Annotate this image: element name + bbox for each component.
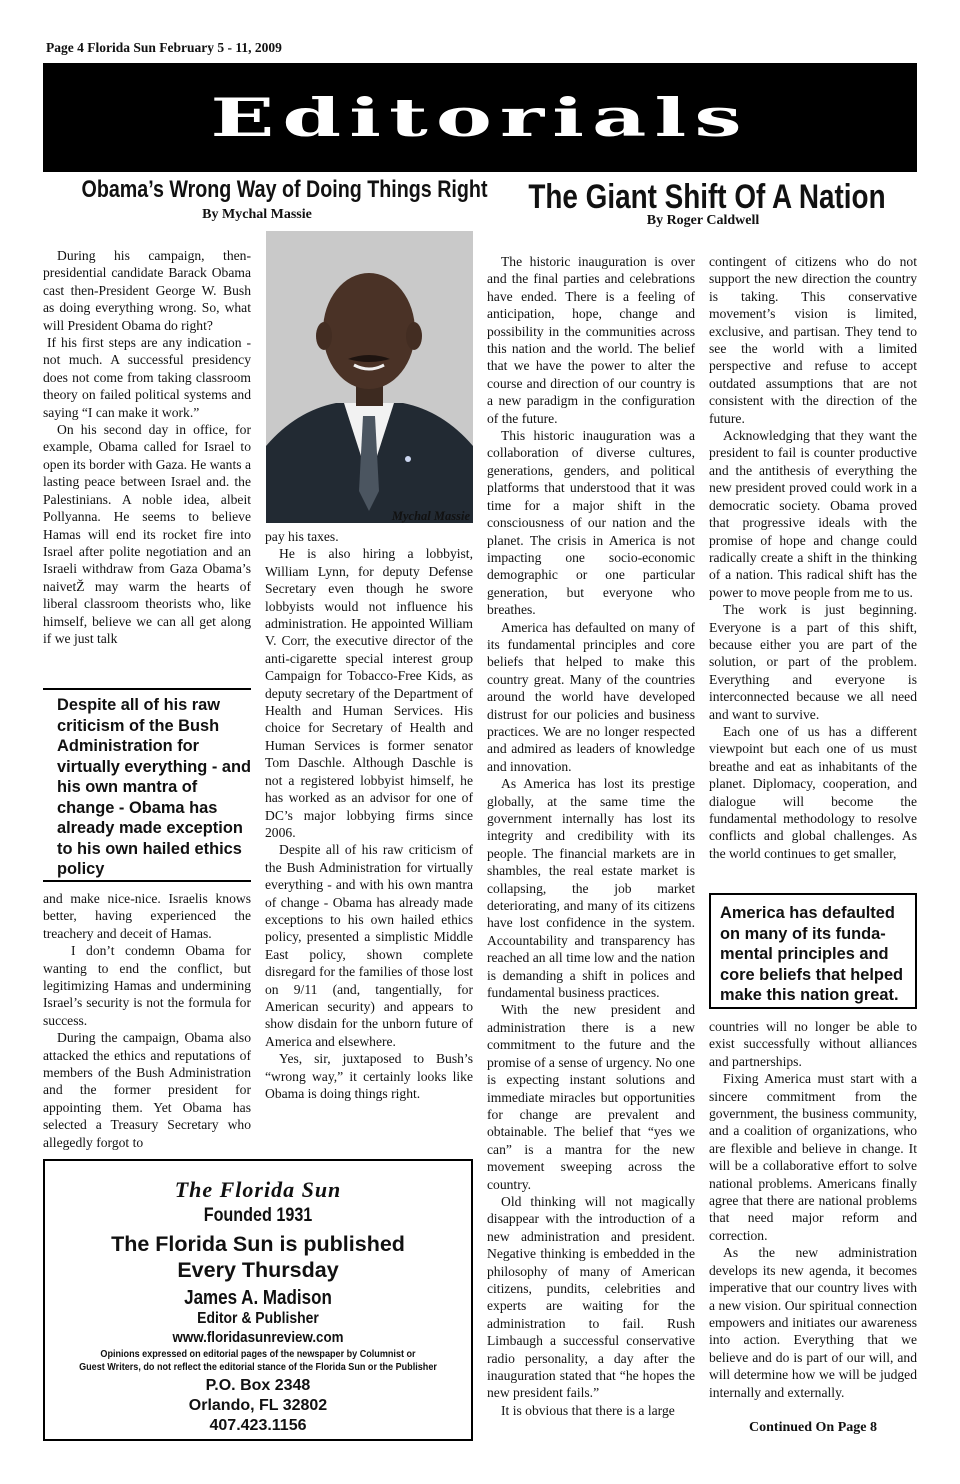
paragraph: countries will no longer be able to exist successfully without alliances and partnerships. — [709, 1019, 917, 1069]
portrait-image — [266, 231, 473, 523]
masthead-editor-title: Editor & Publisher — [197, 1310, 319, 1327]
paragraph: Old thinking will not magically disappear with the introduction of a new administration and president. Negative thinking is embedded in the philosophy of many of American citizens, pundits, celebrities and experts are waiting for the administration to fail. Rush Limbaugh a successful conservative radio personality, a day after the inauguration stated that “he hopes the new president fails.” — [487, 1193, 695, 1401]
article2-byline: By Roger Caldwell — [646, 213, 760, 228]
article2-column2-top — [709, 253, 917, 862]
masthead-city: Orlando, FL 32802 — [188, 1397, 328, 1414]
author-photo — [266, 231, 473, 523]
banner-title: Editorials — [210, 86, 750, 148]
paragraph: This historic inauguration was a collaboration of diverse cultures, generations, genders, and political platforms that understood that it was time for a major shift in the consciousness of our nation and the planet. The crisis in America is not impacting one socio-economic demographic or one particular generation, but everyone who breathes. — [487, 428, 695, 618]
article1-headline: Obama’s Wrong Way of Doing Things Right — [81, 176, 488, 203]
masthead-box — [43, 1159, 473, 1441]
page-header: Page 4 Florida Sun February 5 - 11, 2009 — [46, 40, 282, 55]
masthead-phone: 407.423.1156 — [209, 1417, 307, 1434]
masthead-disclaimer: Opinions expressed on editorial pages of the newspaper by Columnist or — [100, 1349, 416, 1360]
paragraph: Acknowledging that they want the president to fail is counter productive and the antithesis of everything the new president proved could work in a democratic society. Obama proved that progressive ideals with the promise of hope and change could radically create a shift in the thinking of a nation. This radical shift has the power to move people from me to us. — [709, 428, 917, 600]
paragraph: As America has lost its prestige globally, at the same time the government internally has lost its integrity and credibility with its people. The financial markets are in shambles, the real estate market is collapsing, the job market deteriorating, and many of its citizens have lost confidence in the system. Accountability and transparency has reached an all time low and the nation is demanding a shift in polices and fundamental business practices. — [487, 776, 695, 1001]
paragraph: It is obvious that there is a large — [501, 1402, 675, 1418]
paragraph: With the new president and administration there is a new commitment to the future and the promise of a sense of urgency. No one is expecting instant solutions and immediate miracles but opportunities for change are prevalent and obtainable. The belief that “yes we can” is a mantra for the new movement sweeping across the country. — [487, 1002, 696, 1192]
masthead-po-box: P.O. Box 2348 — [205, 1377, 311, 1394]
article1-column1-top — [43, 247, 251, 647]
paragraph: As the new administration develops its new agenda, it becomes imperative that our country lives with a new vision. Our spiritual connection empowers and initiates our awareness into action. Everything that we believe and do is part of our will, and will determine how we will be judged internally and externally. — [709, 1245, 917, 1400]
paragraph: I don’t condemn Obama for wanting to end the conflict, but legitimizing Hamas and undermining Israel’s security is not the formula for success. — [43, 943, 251, 1028]
masthead-website: www.floridasunreview.com — [172, 1330, 344, 1346]
masthead-published: The Florida Sun is published — [111, 1232, 405, 1256]
masthead-published-day: Every Thursday — [177, 1258, 339, 1282]
paragraph: He is also hiring a lobbyist, William Lynn, for deputy Defense Secretary even though he swore lobbyists would not influence his administration. He appointed William V. Corr, the executive director of the anti-cigarette special interest group Campaign for Tobacco-Free Kids, as deputy secretary of the Department of Health and Human Services. His choice for Secretary of Health and Human Services is former senator Tom Daschle. Although Daschle is not a registered lobbyist himself, he has worked as an advisor for one of DC’s major lobbying firms since 2006. — [265, 546, 473, 840]
paragraph: During his campaign, then-presidential candidate Barack Obama cast then-President George W. Bush as doing everything wrong. So, what will President Obama do right? — [43, 248, 251, 333]
article2-pull-quote: America has defaulted on many of its funda-mental principles and core beliefs that helped make this nation great. — [709, 893, 917, 1009]
paragraph: Fixing America must start with a sincere commitment from the government, the business community, and a coalition of organizations, who are flexible and believe in change. It will be a collaborative effort to solve national problems. Americans finally agree that there are national problems that need major reform and correction. — [709, 1071, 917, 1243]
paragraph: Despite all of his raw criticism of the Bush Administration for virtually everything - and with his own mantra of change - Obama has already made exceptions to his own hailed ethics policy, presented a simplistic Middle East policy, shown complete disregard for the families of those lost on 9/11 (and, tangentially, for American security) and appears to show disdain for the unborn future of America and elsewhere. — [265, 842, 473, 1049]
article2-headline: The Giant Shift Of A Nation — [528, 178, 886, 216]
paragraph: and make nice-nice. Israelis knows better, having experienced the treachery and deceit of Hamas. — [43, 891, 251, 941]
paragraph: contingent of citizens who do not support the new direction the country is taking. This conservative movement’s vision is limited, exclusive, and partisan. They tend to see the world with a limited perspective and refuse to accept outdated assumptions that are not consistent with the direction of the future. — [709, 254, 917, 426]
masthead-founded: Founded 1931 — [203, 1205, 313, 1226]
masthead-disclaimer: Guest Writers, do not reflect the editorial stance of the Florida Sun or the Publisher — [79, 1362, 437, 1373]
article1-byline: By Mychal Massie — [202, 207, 312, 222]
article1-column1-bottom — [43, 890, 251, 1151]
article1-column2 — [265, 528, 473, 1102]
article1-pull-quote: Despite all of his raw criticism of the Bush Administration for virtually everything - and his own mantra of change - Obama has already made exception to his own hailed ethics policy — [43, 688, 251, 882]
paragraph: The historic inauguration is over and the final parties and celebrations have ended. There is a feeling of anticipation, hope, change and possibility in the communities across this nation and the world. The belief that we have the power to alter the course and direction of our country is a new paradigm in the configuration of the future. — [487, 254, 695, 426]
article2-column1 — [487, 253, 695, 1419]
photo-caption: Mychal Massie — [391, 509, 470, 523]
paragraph: The work is just beginning. Everyone is a part of this shift, because either you are part of the solution, or part of the problem. Everything and everyone is interconnected because we all need and want to survive. — [709, 602, 917, 722]
paragraph: During the campaign, Obama also attacked the ethics and reputations of members of the Bush Administration and the former president for appointing them. Yet Obama has selected a Treasury Secretary who allegedly forgot to — [43, 1030, 251, 1150]
paragraph: pay his taxes. — [265, 529, 339, 544]
section-banner — [43, 63, 917, 172]
paragraph: Yes, sir, juxtaposed to Bush’s “wrong way,” it certainly looks like Obama is doing things right. — [265, 1051, 473, 1101]
paragraph: On his second day in office, for example, Obama called for Israel to open its border with Gaza. He wants a lasting peace between Israel and. the Palestinians. A noble idea, albeit Pollyanna. He seems to believe Hamas will end its rocket fire into Israel after polite negotiation and an Israeli withdraw from Gaza Obama’s naivetŽ may warm the hearts of liberal classroom theorists who, like himself, believe we can all get along if we just talk — [43, 422, 251, 646]
article2-column2-bottom — [709, 1018, 917, 1401]
masthead-editor: James A. Madison — [184, 1287, 332, 1309]
continued-notice: Continued On Page 8 — [749, 1420, 877, 1435]
masthead-name: The Florida Sun — [174, 1177, 342, 1202]
paragraph: America has defaulted on many of its fundamental principles and core beliefs that helped to make this country great. Many of the countries around the world have developed distrust for our policies and business practices. We are no longer respected and admired as leaders of knowledge and innovation. — [487, 619, 695, 774]
paragraph: Each one of us has a different viewpoint but each one of us must breathe and eat as inhabitants of the planet. Diplomacy, cooperation, and dialogue will become the fundamental methodology to resolve conflicts and global challenges. As the world continues to get smaller, — [709, 723, 917, 861]
paragraph: If his first steps are any indication - not much. A successful presidency does not come from taking classroom theory on failed political systems and saying “I can make it work.” — [43, 335, 251, 420]
